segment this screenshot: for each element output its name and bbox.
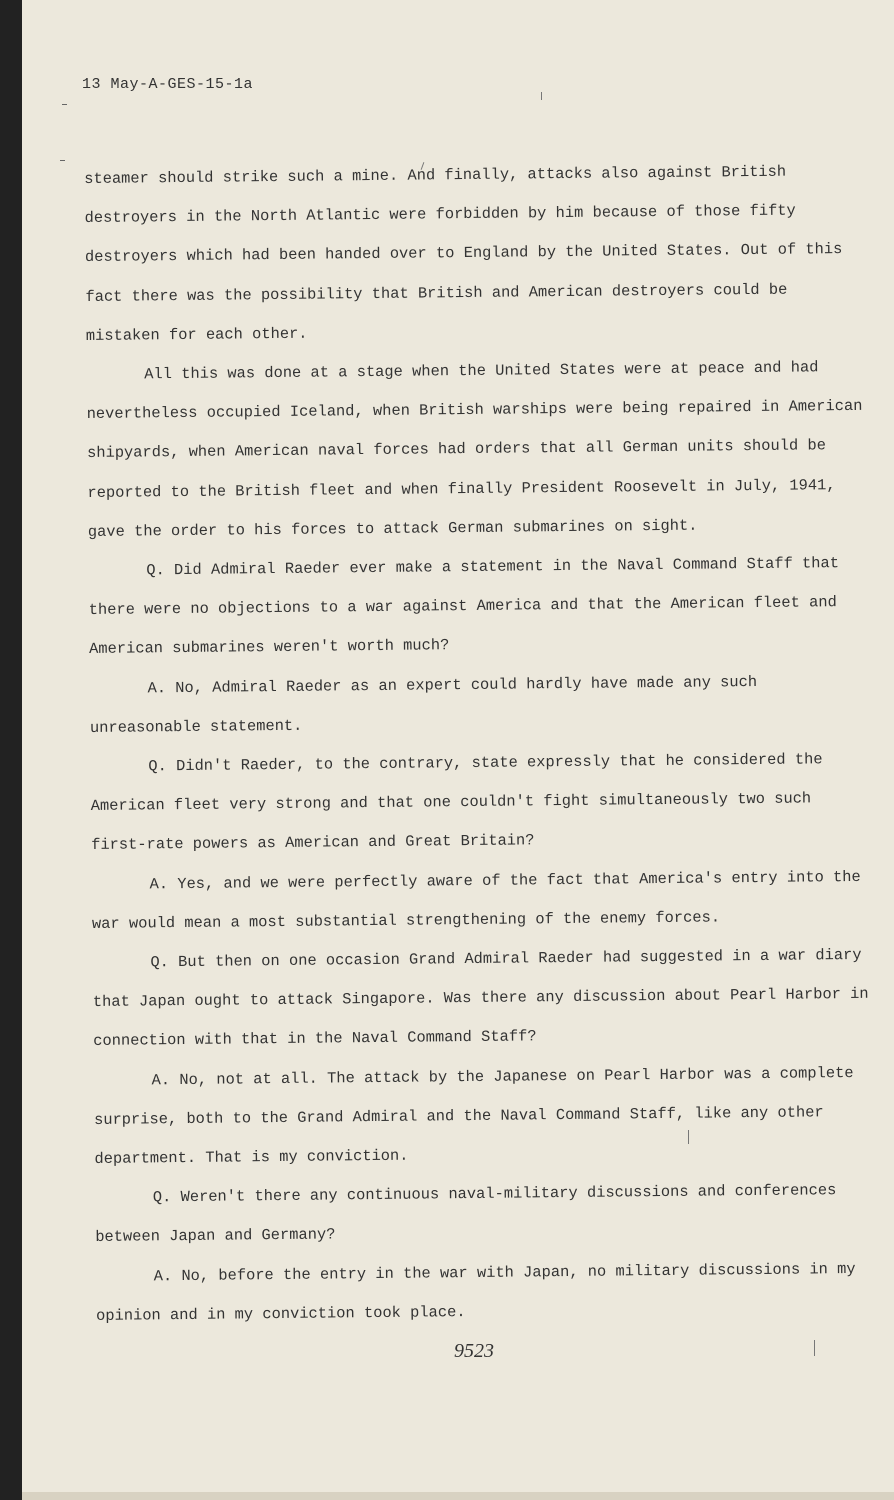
page-number: 9523	[454, 1340, 494, 1362]
stray-mark	[814, 1340, 815, 1356]
question-paragraph: Q. Weren't there any continuous naval-military discussions and conferences between Japan and Germany?	[95, 1181, 837, 1247]
answer-paragraph: A. No, not at all. The attack by the Japanese on Pearl Harbor was a complete surprise, both to the Grand Admiral and the Naval Command Staff, like any other department. That is my conviction.	[93, 1063, 854, 1169]
stray-mark	[541, 92, 542, 100]
paragraph: steamer should strike such a mine. And finally, attacks also against British destroyers in the North Atlantic were forbidden by him because of those fifty destroyers which had been handed over to England by the United States. Out of this fact there was the possibility that British and American destroyers could be mistaken for each other.	[84, 162, 843, 345]
question-paragraph: Q. Didn't Raeder, to the contrary, state expressly that he considered the American fleet very strong and that one couldn't fight simultaneously two such first-rate powers as American and Great Britain?	[90, 750, 823, 855]
transcript-body	[84, 152, 876, 1336]
document-reference-id: 13 May-A-GES-15-1a	[82, 76, 254, 93]
margin-mark	[60, 160, 65, 161]
margin-mark	[62, 104, 67, 105]
answer-paragraph: A. No, Admiral Raeder as an expert could hardly have made any such unreasonable statement.	[89, 672, 758, 737]
paragraph: All this was done at a stage when the United States were at peace and had nevertheless occupied Iceland, when British warships were being repaired in American shipyards, when American naval forces had orders that all German units should be reported to the British fleet and when finally President Roosevelt in July, 1941, gave the order to his forces to attack German submarines on sight.	[86, 358, 863, 541]
question-paragraph: Q. Did Admiral Raeder ever make a statement in the Naval Command Staff that there were no objections to a war against America and that the American fleet and American submarines weren't worth much?	[88, 554, 840, 659]
answer-paragraph: A. Yes, and we were perfectly aware of the fact that America's entry into the war would mean a most substantial strengthening of the enemy forces.	[91, 867, 861, 933]
answer-paragraph: A. No, before the entry in the war with Japan, no military discussions in my opinion and in my conviction took place.	[96, 1259, 856, 1325]
question-paragraph: Q. But then on one occasion Grand Admiral Raeder had suggested in a war diary that Japan ought to attack Singapore. Was there any discussion about Pearl Harbor in connection with that in the Naval Command Staff?	[92, 945, 869, 1051]
